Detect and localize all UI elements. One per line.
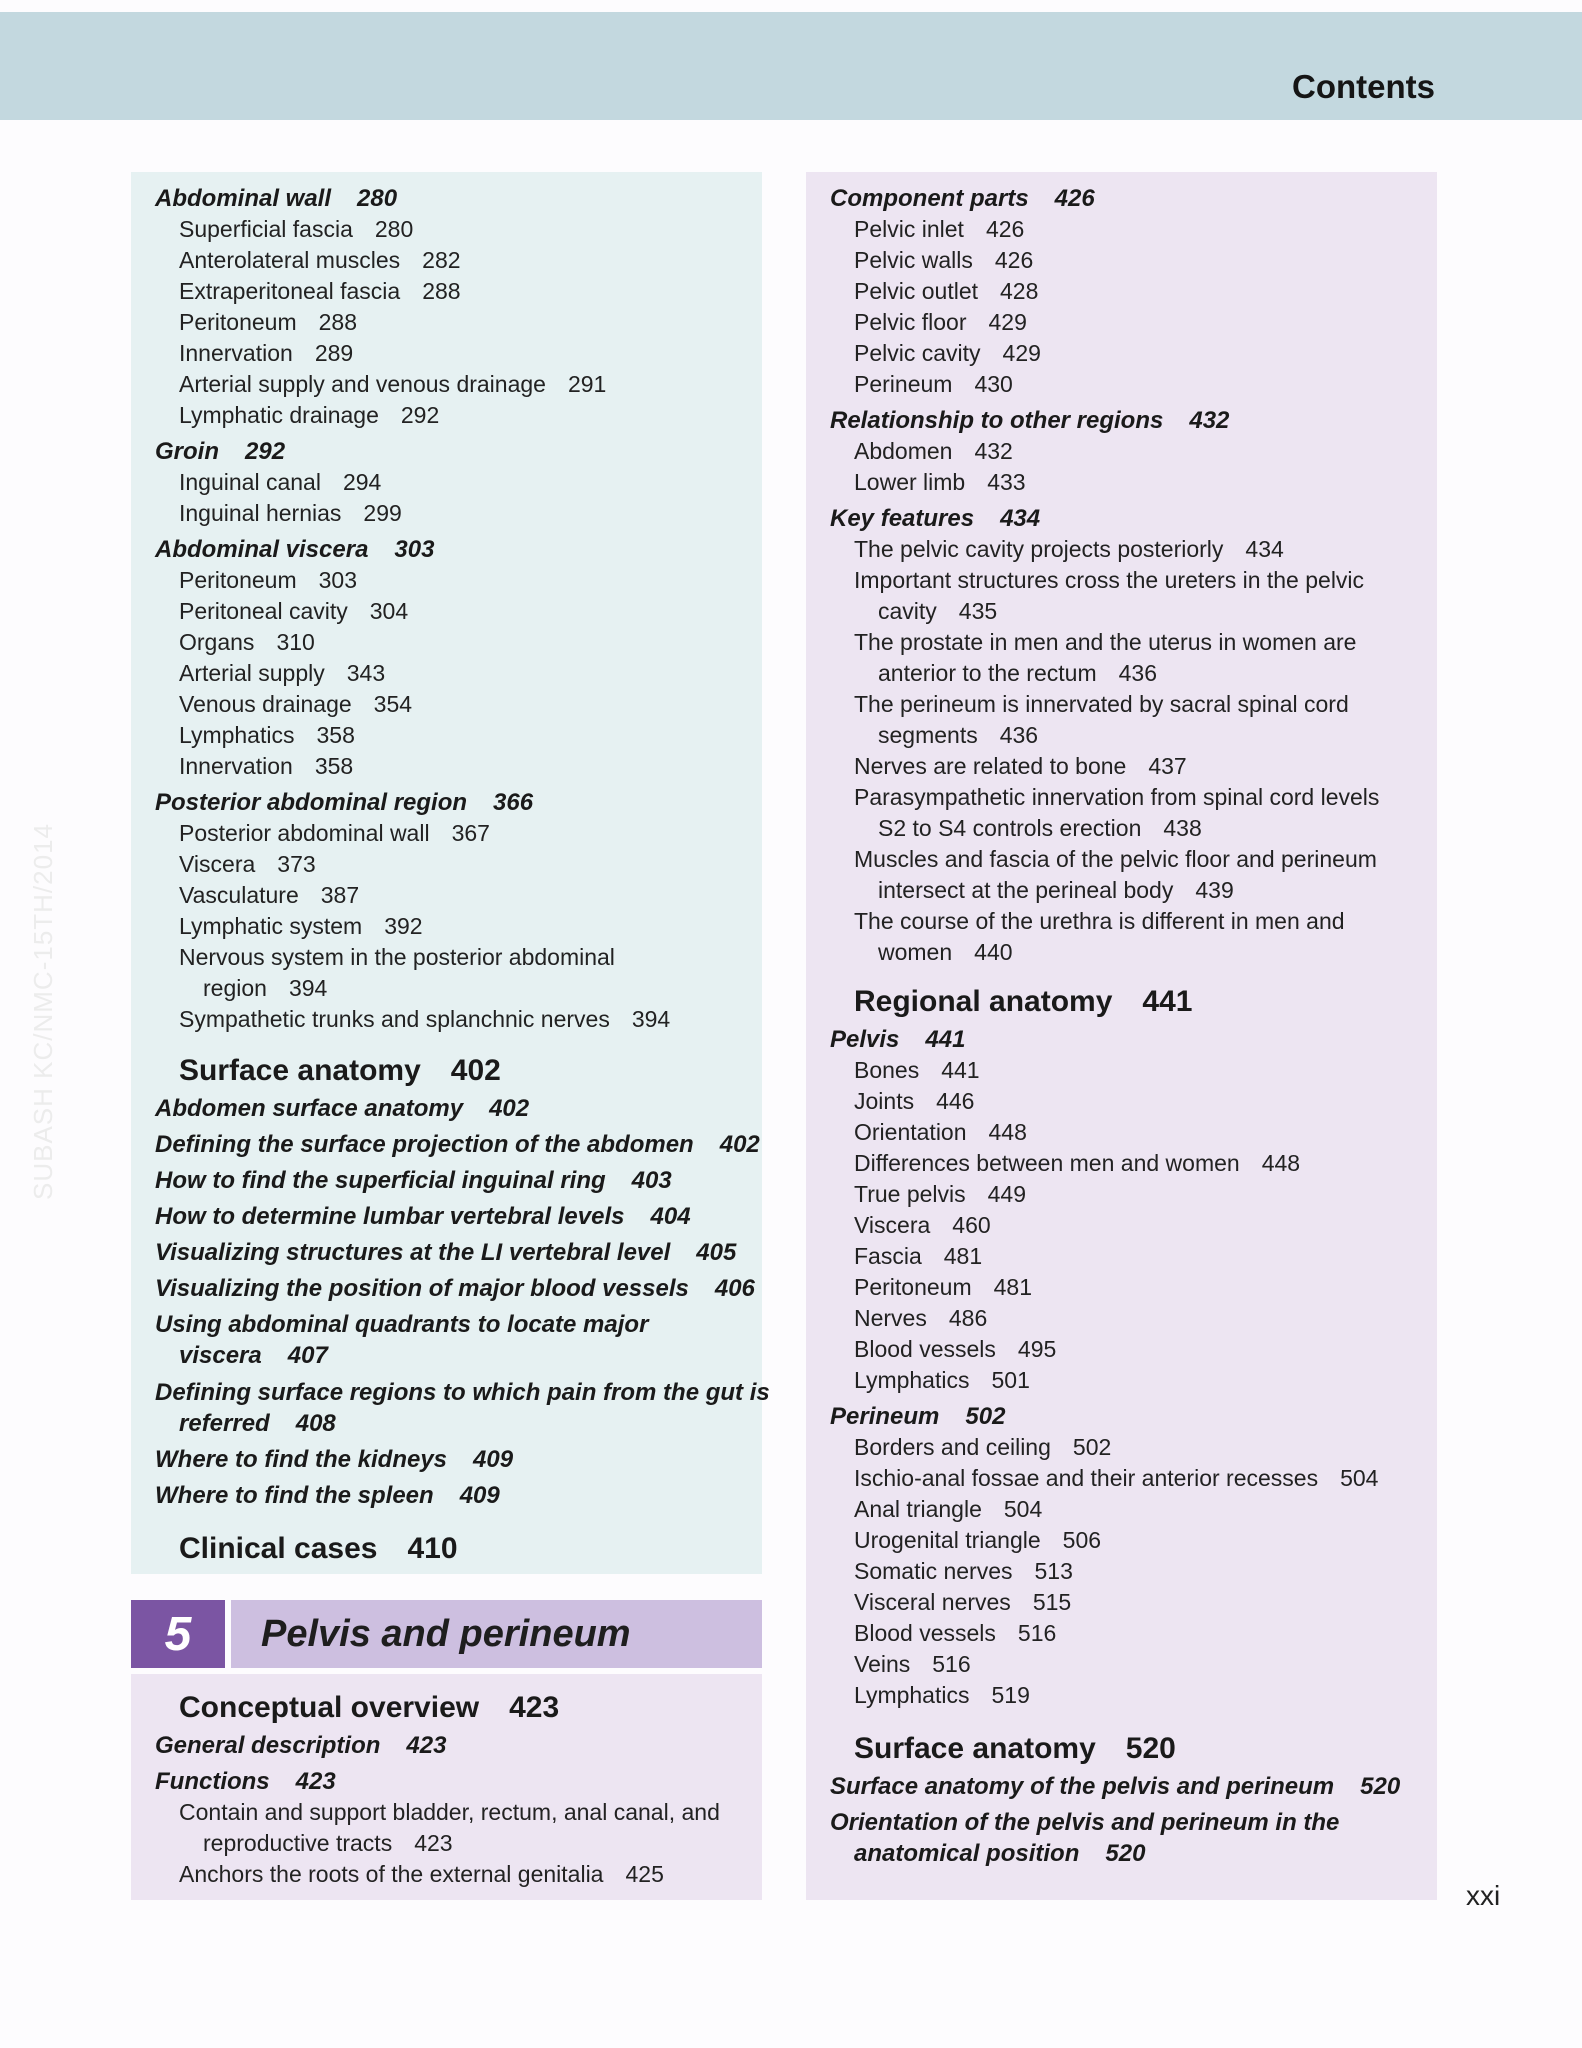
toc-entry-text: Peritoneum	[179, 567, 297, 593]
toc-entry-text: Pelvic inlet	[854, 216, 964, 242]
toc-entry-text: Where to find the spleen	[155, 1482, 434, 1509]
toc-entry	[854, 369, 1013, 400]
toc-entry-text: Component parts	[830, 185, 1029, 212]
toc-page-number: 304	[369, 598, 409, 624]
toc-entry-text: Surface anatomy	[179, 1054, 421, 1087]
toc-heading	[155, 1237, 736, 1268]
toc-entry-text: Venous drainage	[179, 691, 352, 717]
toc-entry-text: Surface anatomy of the pelvis and perineum	[830, 1773, 1335, 1800]
toc-entry	[854, 751, 1187, 782]
toc-entry-text: Vasculature	[179, 882, 299, 908]
toc-section-heading	[830, 983, 1192, 1021]
toc-entry	[854, 658, 1157, 689]
toc-page-number: 282	[422, 247, 461, 273]
toc-entry-text: Anchors the roots of the external genitalia	[179, 1861, 604, 1887]
toc-page-number: 460	[952, 1212, 991, 1238]
toc-page-number: 435	[958, 598, 998, 624]
toc-entry-text: Viscera	[854, 1212, 931, 1238]
toc-entry-text: Muscles and fascia of the pelvic floor and perineum	[854, 846, 1377, 872]
toc-entry-text: Visceral nerves	[854, 1589, 1011, 1615]
toc-entry	[854, 214, 1024, 245]
toc-entry	[854, 436, 1013, 467]
toc-section-heading	[830, 1730, 1176, 1768]
toc-entry-text: women	[878, 939, 953, 965]
toc-entry	[179, 658, 385, 689]
toc-entry-text: Pelvic floor	[854, 309, 967, 335]
toc-entry-text: region	[203, 975, 267, 1001]
toc-entry-text: Bones	[854, 1057, 920, 1083]
toc-page-number: 402	[489, 1095, 530, 1122]
toc-entry	[179, 849, 316, 880]
toc-entry-text: Inguinal hernias	[179, 500, 342, 526]
toc-entry-text: Innervation	[179, 753, 293, 779]
toc-entry-text: Nervous system in the posterior abdominal	[179, 944, 615, 970]
toc-entry	[854, 1463, 1378, 1494]
toc-heading	[830, 405, 1229, 436]
toc-page-number: 481	[993, 1274, 1032, 1300]
toc-page-number: 409	[459, 1482, 500, 1509]
toc-entry-text: Inguinal canal	[179, 469, 321, 495]
toc-entry-text: Conceptual overview	[179, 1691, 480, 1724]
toc-entry	[854, 338, 1041, 369]
toc-entry	[854, 1587, 1071, 1618]
toc-page-number: 430	[974, 371, 1013, 397]
toc-page-number: 404	[650, 1203, 691, 1230]
toc-entry-text: Veins	[854, 1651, 911, 1677]
toc-heading	[155, 787, 533, 818]
toc-entry	[854, 875, 1234, 906]
toc-heading	[155, 1165, 672, 1196]
toc-page-number: 520	[1105, 1840, 1146, 1867]
toc-heading	[155, 1129, 760, 1160]
toc-entry-text: Nerves are related to bone	[854, 753, 1127, 779]
toc-entry-text: Lymphatics	[179, 722, 295, 748]
toc-heading	[155, 1201, 691, 1232]
toc-entry-text: Posterior abdominal wall	[179, 820, 430, 846]
toc-entry	[179, 973, 327, 1004]
toc-page-number: 481	[943, 1243, 983, 1269]
toc-page-number: 426	[994, 247, 1034, 273]
watermark: SUBASH KC/NMC-15TH/2014	[28, 823, 58, 1200]
toc-entry	[179, 276, 461, 307]
toc-entry-text: anatomical position	[854, 1840, 1080, 1867]
toc-entry-text: Lymphatic system	[179, 913, 363, 939]
toc-entry-text: General description	[155, 1732, 381, 1759]
toc-page-number: 432	[1189, 407, 1230, 434]
toc-page-number: 354	[373, 691, 413, 717]
toc-page-number: 402	[719, 1131, 760, 1158]
toc-entry-text: Fascia	[854, 1243, 922, 1269]
toc-entry	[854, 1179, 1026, 1210]
toc-entry	[854, 1556, 1073, 1587]
toc-entry-text: Abdominal wall	[155, 185, 332, 212]
toc-entry	[854, 1241, 982, 1272]
toc-entry	[854, 1086, 974, 1117]
toc-entry	[179, 498, 402, 529]
toc-entry-text: Defining surface regions to which pain from the gut is	[155, 1379, 770, 1406]
toc-heading	[155, 1377, 770, 1408]
toc-page-number: 358	[316, 722, 355, 748]
toc-entry	[854, 1365, 1030, 1396]
toc-page-number: 448	[988, 1119, 1027, 1145]
toc-page-number: 502	[1072, 1434, 1112, 1460]
toc-entry-text: Peritoneal cavity	[179, 598, 348, 624]
toc-entry	[854, 565, 1364, 596]
toc-page-number: 358	[314, 753, 354, 779]
toc-page-number: 516	[1017, 1620, 1057, 1646]
toc-heading	[155, 1766, 336, 1797]
toc-entry	[854, 276, 1038, 307]
toc-entry	[179, 1828, 453, 1859]
toc-entry-text: Superficial fascia	[179, 216, 353, 242]
toc-entry-text: Important structures cross the ureters in the pelvic	[854, 567, 1365, 593]
toc-entry	[854, 813, 1202, 844]
toc-entry	[854, 906, 1345, 937]
toc-entry-text: Arterial supply	[179, 660, 325, 686]
toc-entry	[854, 1494, 1042, 1525]
toc-heading	[155, 436, 285, 467]
toc-page-number: 519	[991, 1682, 1030, 1708]
toc-entry-text: Anterolateral muscles	[179, 247, 401, 273]
toc-entry	[179, 880, 359, 911]
toc-entry-text: Pelvic cavity	[854, 340, 981, 366]
toc-entry-text: Key features	[830, 505, 975, 532]
toc-entry	[854, 1148, 1300, 1179]
toc-entry	[179, 338, 353, 369]
toc-entry-text: Innervation	[179, 340, 293, 366]
toc-page-number: 280	[374, 216, 414, 242]
toc-entry	[854, 596, 997, 627]
toc-page-number: 292	[400, 402, 440, 428]
toc-entry-text: Extraperitoneal fascia	[179, 278, 401, 304]
toc-entry	[854, 689, 1349, 720]
toc-entry	[179, 369, 606, 400]
toc-page-number: 437	[1148, 753, 1187, 779]
toc-section-heading	[155, 1530, 458, 1568]
toc-entry-text: intersect at the perineal body	[878, 877, 1174, 903]
toc-entry	[179, 627, 315, 658]
toc-entry-text: S2 to S4 controls erection	[878, 815, 1142, 841]
toc-page-number: 439	[1195, 877, 1234, 903]
toc-page-number: 407	[287, 1342, 328, 1369]
toc-entry-text: Abdomen surface anatomy	[155, 1095, 464, 1122]
toc-page-number: 441	[1142, 985, 1193, 1018]
toc-entry	[179, 214, 413, 245]
toc-page-number: 520	[1125, 1732, 1176, 1765]
toc-heading	[830, 1771, 1400, 1802]
toc-page-number: 433	[987, 469, 1026, 495]
toc-page-number: 288	[318, 309, 357, 335]
toc-entry	[854, 844, 1377, 875]
toc-entry-text: viscera	[179, 1342, 262, 1369]
toc-entry-text: Lymphatics	[854, 1367, 970, 1393]
toc-entry-text: The prostate in men and the uterus in women are	[854, 629, 1357, 655]
toc-entry-text: Nerves	[854, 1305, 927, 1331]
toc-heading	[155, 534, 434, 565]
toc-entry-text: Arterial supply and venous drainage	[179, 371, 546, 397]
toc-section-heading	[155, 1689, 559, 1727]
toc-heading	[155, 1340, 328, 1371]
toc-page-number: 501	[991, 1367, 1030, 1393]
toc-page-number: 394	[631, 1006, 671, 1032]
toc-entry	[854, 627, 1356, 658]
toc-entry-text: Orientation	[854, 1119, 967, 1145]
toc-entry-text: Regional anatomy	[854, 985, 1113, 1018]
toc-page-number: 426	[985, 216, 1025, 242]
toc-entry-text: Where to find the kidneys	[155, 1446, 448, 1473]
toc-section-heading	[155, 1052, 501, 1090]
toc-entry-text: True pelvis	[854, 1181, 966, 1207]
toc-page-number: 387	[320, 882, 360, 908]
toc-entry-text: Abdominal viscera	[155, 536, 369, 563]
toc-entry	[854, 1117, 1027, 1148]
toc-entry-text: Anal triangle	[854, 1496, 982, 1522]
toc-entry-text: Blood vessels	[854, 1336, 996, 1362]
toc-page-number: 513	[1034, 1558, 1073, 1584]
toc-page-number: 392	[384, 913, 423, 939]
toc-page-number: 436	[999, 722, 1039, 748]
toc-entry-text: segments	[878, 722, 978, 748]
toc-entry-text: Peritoneum	[179, 309, 297, 335]
toc-heading	[155, 1408, 336, 1439]
toc-page-number: 486	[948, 1305, 988, 1331]
toc-entry	[854, 534, 1284, 565]
toc-entry-text: Pelvic outlet	[854, 278, 979, 304]
toc-page-number: 449	[987, 1181, 1027, 1207]
toc-entry	[179, 720, 355, 751]
toc-page-number: 289	[314, 340, 354, 366]
toc-entry	[179, 689, 412, 720]
toc-page-number: 504	[1340, 1465, 1379, 1491]
toc-heading	[155, 1273, 755, 1304]
toc-entry-text: referred	[179, 1410, 270, 1437]
toc-page-number: 516	[932, 1651, 971, 1677]
toc-entry-text: Defining the surface projection of the abdomen	[155, 1131, 694, 1158]
toc-entry	[854, 245, 1033, 276]
toc-entry	[179, 1859, 664, 1890]
toc-page-number: 405	[696, 1239, 737, 1266]
toc-entry-text: Borders and ceiling	[854, 1434, 1051, 1460]
toc-entry	[179, 400, 439, 431]
toc-entry	[854, 1272, 1032, 1303]
toc-page-number: 434	[1000, 505, 1041, 532]
toc-page-number: 299	[363, 500, 402, 526]
toc-entry-text: Surface anatomy	[854, 1732, 1096, 1765]
toc-entry	[179, 467, 381, 498]
toc-page-number: 288	[422, 278, 461, 304]
toc-page-number: 448	[1261, 1150, 1301, 1176]
toc-entry-text: Somatic nerves	[854, 1558, 1013, 1584]
toc-entry	[179, 911, 423, 942]
toc-page-number: 425	[625, 1861, 664, 1887]
toc-entry-text: Relationship to other regions	[830, 407, 1164, 434]
toc-heading	[830, 1401, 1005, 1432]
toc-heading	[830, 1024, 965, 1055]
toc-entry	[854, 720, 1038, 751]
toc-page-number: 440	[974, 939, 1013, 965]
toc-page-number: 423	[295, 1768, 336, 1795]
toc-entry-text: Groin	[155, 438, 219, 465]
toc-entry-text: Peritoneum	[854, 1274, 972, 1300]
toc-page-number: 409	[473, 1446, 514, 1473]
toc-entry	[179, 565, 357, 596]
page-number: xxi	[1466, 1880, 1501, 1911]
toc-entry	[179, 818, 490, 849]
toc-entry-text: The perineum is innervated by sacral spinal cord	[854, 691, 1349, 717]
toc-entry	[854, 1334, 1056, 1365]
toc-entry-text: Perineum	[854, 371, 953, 397]
toc-entry-text: Viscera	[179, 851, 256, 877]
toc-heading	[830, 503, 1040, 534]
toc-entry-text: Visualizing the position of major blood vessels	[155, 1275, 689, 1302]
toc-entry	[854, 1210, 991, 1241]
toc-entry-text: Pelvic walls	[854, 247, 973, 273]
toc-page-number: 373	[277, 851, 316, 877]
toc-heading	[155, 1730, 446, 1761]
toc-entry	[854, 1525, 1101, 1556]
toc-entry	[179, 942, 615, 973]
toc-page-number: 515	[1032, 1589, 1072, 1615]
toc-page-number: 291	[567, 371, 607, 397]
toc-entry	[854, 307, 1027, 338]
toc-page-number: 436	[1118, 660, 1157, 686]
toc-page-number: 303	[394, 536, 435, 563]
toc-entry-text: How to determine lumbar vertebral levels	[155, 1203, 625, 1230]
toc-entry	[179, 245, 461, 276]
toc-page-number: 504	[1003, 1496, 1043, 1522]
toc-heading	[155, 183, 397, 214]
toc-entry	[179, 1004, 670, 1035]
toc-entry-text: Parasympathetic innervation from spinal cord levels	[854, 784, 1380, 810]
toc-entry	[854, 937, 1013, 968]
toc-page-number: 428	[1000, 278, 1039, 304]
toc-page-number: 423	[509, 1691, 560, 1724]
toc-entry-text: Contain and support bladder, rectum, anal canal, and	[179, 1799, 720, 1825]
toc-page-number: 303	[318, 567, 357, 593]
toc-entry-text: Pelvis	[830, 1026, 900, 1053]
toc-entry-text: Posterior abdominal region	[155, 789, 468, 816]
toc-entry-text: Urogenital triangle	[854, 1527, 1041, 1553]
toc-entry-text: Sympathetic trunks and splanchnic nerves	[179, 1006, 610, 1032]
toc-page-number: 426	[1054, 185, 1095, 212]
toc-entry-text: reproductive tracts	[203, 1830, 393, 1856]
chapter-number: 5	[131, 1600, 225, 1668]
toc-entry	[179, 751, 353, 782]
toc-entry-text: How to find the superficial inguinal ring	[155, 1167, 606, 1194]
toc-entry	[854, 1055, 980, 1086]
toc-page-number: 343	[346, 660, 386, 686]
toc-entry-text: cavity	[878, 598, 937, 624]
toc-page-number: 429	[1002, 340, 1041, 366]
toc-page-number: 495	[1017, 1336, 1057, 1362]
toc-entry	[854, 782, 1379, 813]
toc-page-number: 366	[493, 789, 534, 816]
toc-heading	[830, 1807, 1339, 1838]
chapter-title-text: Pelvis and perineum	[261, 1612, 631, 1655]
toc-entry-text: The course of the urethra is different in men and	[854, 908, 1345, 934]
toc-entry-text: Clinical cases	[179, 1532, 378, 1565]
toc-entry	[179, 596, 408, 627]
toc-entry	[179, 307, 357, 338]
toc-entry-text: Lymphatic drainage	[179, 402, 379, 428]
toc-page-number: 403	[631, 1167, 672, 1194]
toc-entry	[179, 1797, 720, 1828]
toc-page-number: 423	[414, 1830, 453, 1856]
toc-entry-text: Blood vessels	[854, 1620, 996, 1646]
toc-heading	[155, 1309, 648, 1340]
toc-heading	[155, 1444, 513, 1475]
toc-page-number: 406	[714, 1275, 755, 1302]
toc-page-number: 408	[295, 1410, 336, 1437]
toc-page-number: 441	[925, 1026, 966, 1053]
toc-entry-text: The pelvic cavity projects posteriorly	[854, 536, 1224, 562]
toc-entry-text: Ischio-anal fossae and their anterior recesses	[854, 1465, 1319, 1491]
toc-page-number: 367	[451, 820, 490, 846]
toc-page-number: 506	[1062, 1527, 1102, 1553]
toc-entry	[854, 467, 1026, 498]
toc-heading	[155, 1093, 529, 1124]
toc-page-number: 502	[965, 1403, 1006, 1430]
toc-entry-text: anterior to the rectum	[878, 660, 1097, 686]
toc-entry	[854, 1432, 1111, 1463]
toc-page-number: 434	[1245, 536, 1284, 562]
toc-page-number: 438	[1163, 815, 1202, 841]
toc-heading	[830, 1838, 1145, 1869]
toc-page-number: 394	[288, 975, 328, 1001]
toc-page-number: 402	[450, 1054, 501, 1087]
toc-entry-text: Lymphatics	[854, 1682, 970, 1708]
toc-entry-text: Joints	[854, 1088, 915, 1114]
toc-page-number: 423	[406, 1732, 447, 1759]
toc-entry	[854, 1649, 971, 1680]
toc-entry	[854, 1618, 1056, 1649]
toc-page-number: 294	[342, 469, 382, 495]
toc-entry-text: Organs	[179, 629, 255, 655]
toc-entry-text: Functions	[155, 1768, 270, 1795]
toc-heading	[830, 183, 1095, 214]
toc-entry-text: Perineum	[830, 1403, 940, 1430]
toc-entry	[854, 1303, 987, 1334]
toc-entry-text: Orientation of the pelvis and perineum in the	[830, 1809, 1340, 1836]
page-title: Contents	[1292, 68, 1435, 105]
toc-entry-text: Using abdominal quadrants to locate major	[155, 1311, 649, 1338]
toc-page-number: 280	[357, 185, 398, 212]
toc-entry	[854, 1680, 1030, 1711]
toc-entry-text: Lower limb	[854, 469, 966, 495]
toc-page-number: 441	[941, 1057, 980, 1083]
toc-entry-text: Visualizing structures at the LI vertebral level	[155, 1239, 671, 1266]
toc-page-number: 429	[988, 309, 1027, 335]
toc-page-number: 520	[1360, 1773, 1401, 1800]
toc-entry-text: Abdomen	[854, 438, 953, 464]
toc-page-number: 410	[407, 1532, 458, 1565]
toc-page-number: 446	[936, 1088, 975, 1114]
toc-page-number: 432	[974, 438, 1013, 464]
toc-page-number: 292	[245, 438, 286, 465]
toc-page-number: 310	[276, 629, 315, 655]
chapter-title	[231, 1600, 762, 1668]
toc-heading	[155, 1480, 500, 1511]
toc-entry-text: Differences between men and women	[854, 1150, 1240, 1176]
